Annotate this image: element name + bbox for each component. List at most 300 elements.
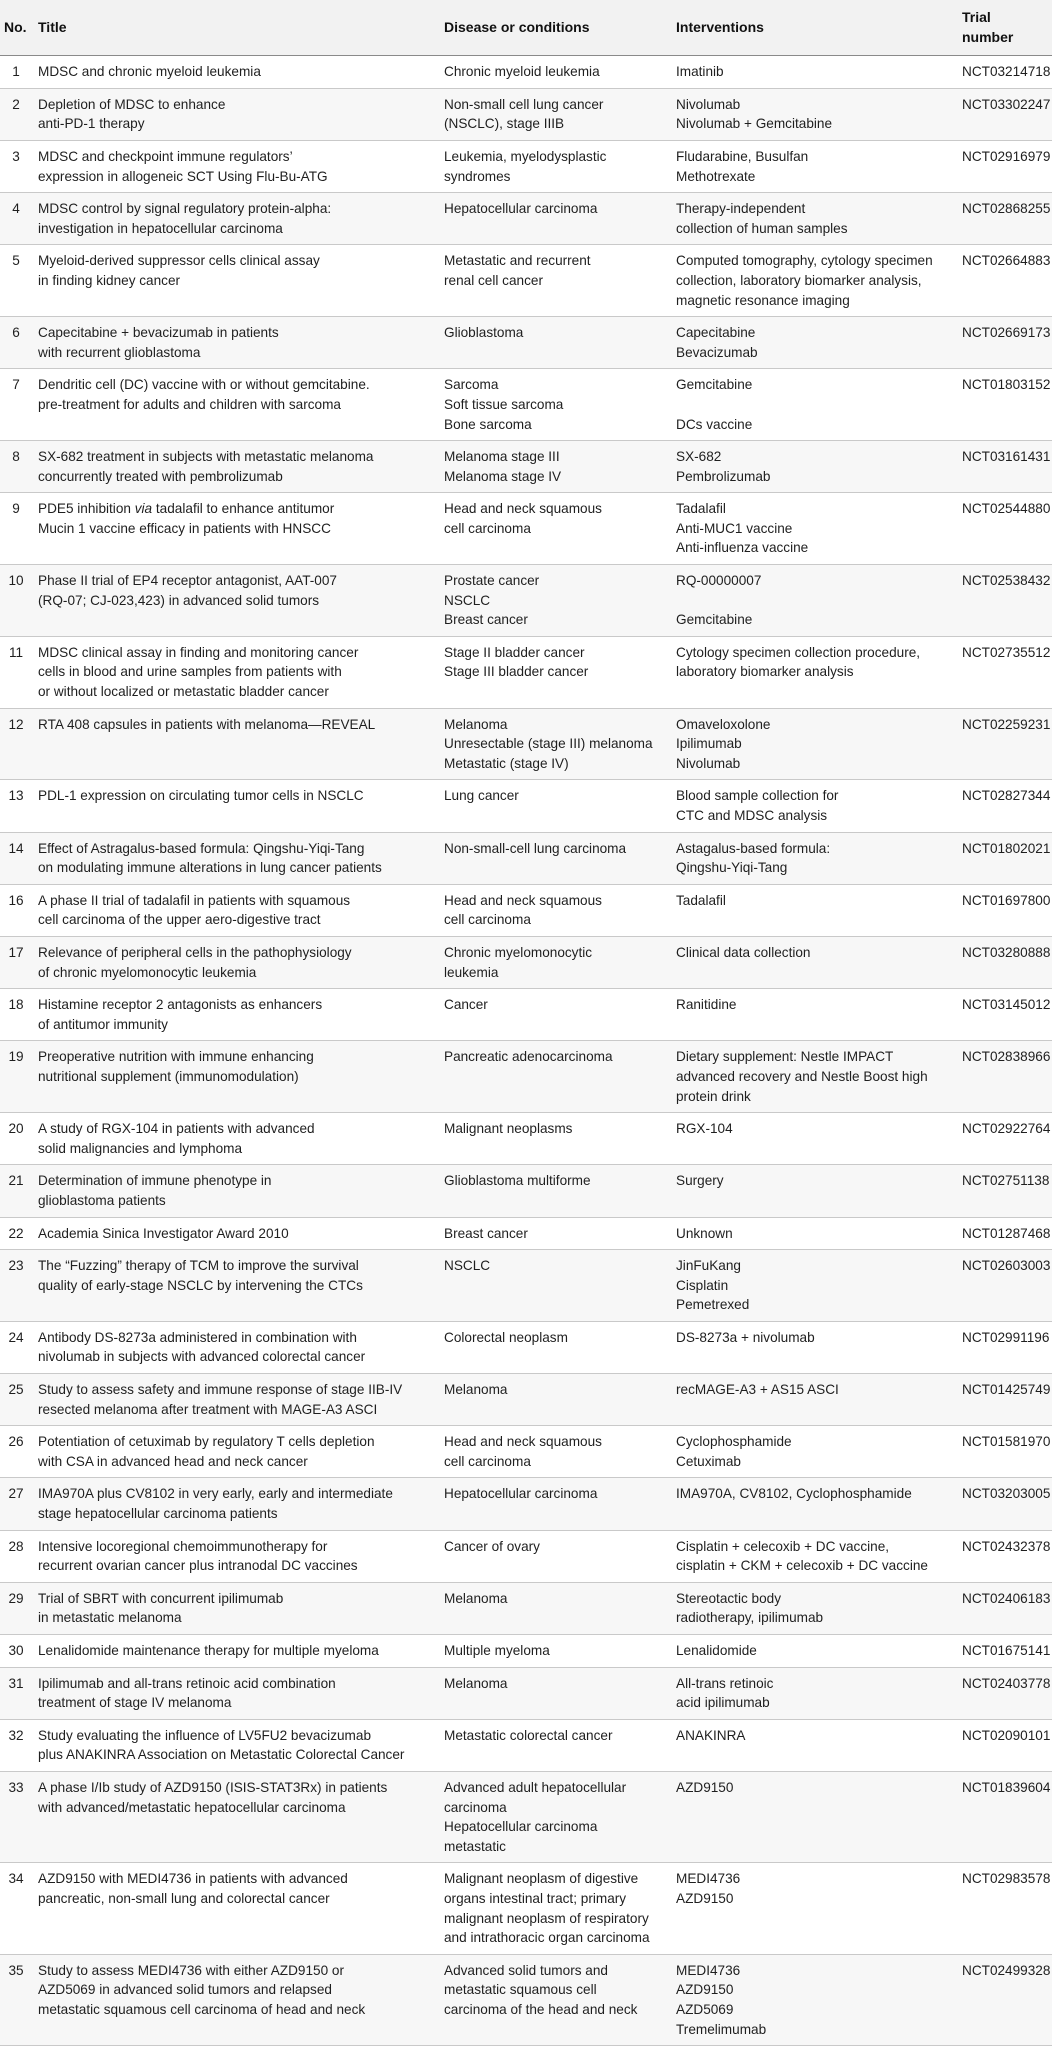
cell-trial-number: NCT01581970	[956, 1426, 1052, 1478]
cell-no: 18	[0, 989, 32, 1041]
disease-line: Melanoma	[444, 1382, 508, 1398]
cell-interventions	[670, 1582, 956, 1634]
cell-trial-number: NCT02735512	[956, 636, 1052, 708]
title-line: Relevance of peripheral cells in the pathophysiology	[38, 944, 352, 960]
cell-no: 2	[0, 88, 32, 140]
cell-disease	[438, 936, 670, 988]
cell-disease	[438, 1041, 670, 1113]
disease-line: Melanoma stage IV	[444, 468, 562, 484]
cell-no: 6	[0, 317, 32, 369]
cell-trial-number: NCT02499328	[956, 1954, 1052, 2045]
header-title: Title	[32, 0, 438, 56]
intervention-line: Qingshu-Yiqi-Tang	[676, 860, 788, 876]
intervention-line: collection, laboratory biomarker analysis,	[676, 272, 922, 288]
cell-no: 29	[0, 1582, 32, 1634]
intervention-line: Unknown	[676, 1225, 733, 1241]
intervention-line: ANAKINRA	[676, 1727, 746, 1743]
table-row	[0, 1374, 1052, 1426]
intervention-line: Methotrexate	[676, 168, 756, 184]
cell-disease	[438, 1582, 670, 1634]
disease-line: Colorectal neoplasm	[444, 1329, 568, 1345]
title-line: expression in allogeneic SCT Using Flu-Bu-ATG	[38, 168, 328, 184]
cell-no: 19	[0, 1041, 32, 1113]
cell-trial-number: NCT02827344	[956, 780, 1052, 832]
cell-disease	[438, 193, 670, 245]
intervention-line: collection of human samples	[676, 220, 848, 236]
title-line: A phase II trial of tadalafil in patients with squamous	[38, 892, 351, 908]
cell-trial-number: NCT03203005	[956, 1478, 1052, 1530]
title-line: Study evaluating the influence of LV5FU2 bevacizumab	[38, 1727, 371, 1743]
disease-line: Cancer of ovary	[444, 1538, 540, 1554]
intervention-line: Astagalus-based formula:	[676, 840, 831, 856]
disease-line: Malignant neoplasms	[444, 1121, 573, 1137]
cell-no: 28	[0, 1530, 32, 1582]
cell-disease	[438, 1217, 670, 1250]
cell-disease	[438, 1719, 670, 1771]
cell-trial-number: NCT01697800	[956, 884, 1052, 936]
title-line: PDL-1 expression on circulating tumor cells in NSCLC	[38, 788, 364, 804]
cell-title	[32, 708, 438, 780]
intervention-line: RQ-00000007	[676, 573, 762, 589]
title-line: Depletion of MDSC to enhance	[38, 96, 226, 112]
intervention-line: AZD9150	[676, 1982, 734, 1998]
intervention-line: Tremelimumab	[676, 2021, 767, 2037]
title-line: resected melanoma after treatment with MAGE-A3 ASCI	[38, 1401, 378, 1417]
cell-no: 32	[0, 1719, 32, 1771]
intervention-line: Cyclophosphamide	[676, 1434, 792, 1450]
cell-title	[32, 1771, 438, 1862]
cell-disease	[438, 441, 670, 493]
cell-no: 35	[0, 1954, 32, 2045]
intervention-line: All-trans retinoic	[676, 1675, 774, 1691]
intervention-line: Blood sample collection for	[676, 788, 839, 804]
cell-title	[32, 989, 438, 1041]
intervention-line: Capecitabine	[676, 325, 756, 341]
disease-line: and intrathoracic organ carcinoma	[444, 1930, 650, 1946]
cell-trial-number: NCT01802021	[956, 832, 1052, 884]
table-row	[0, 317, 1052, 369]
cell-interventions	[670, 1530, 956, 1582]
intervention-line: Clinical data collection	[676, 944, 811, 960]
intervention-line: Nivolumab + Gemcitabine	[676, 116, 833, 132]
disease-line: Pancreatic adenocarcinoma	[444, 1049, 613, 1065]
intervention-line: Fludarabine, Busulfan	[676, 148, 809, 164]
cell-interventions	[670, 1954, 956, 2045]
intervention-line: Ranitidine	[676, 997, 737, 1013]
disease-line: Chronic myeloid leukemia	[444, 64, 600, 80]
table-row	[0, 1719, 1052, 1771]
cell-interventions	[670, 1771, 956, 1862]
intervention-line: Nivolumab	[676, 755, 741, 771]
intervention-line: Pembrolizumab	[676, 468, 771, 484]
disease-line: Chronic myelomonocytic	[444, 944, 593, 960]
disease-line: Melanoma	[444, 716, 508, 732]
intervention-line: Tadalafil	[676, 501, 726, 517]
disease-line: NSCLC	[444, 1258, 491, 1274]
intervention-line: Therapy-independent	[676, 201, 806, 217]
disease-line: Advanced solid tumors and	[444, 1962, 608, 1978]
cell-trial-number: NCT03302247	[956, 88, 1052, 140]
cell-disease	[438, 780, 670, 832]
intervention-line: Surgery	[676, 1173, 724, 1189]
title-line: Trial of SBRT with concurrent ipilimumab	[38, 1590, 284, 1606]
cell-interventions	[670, 140, 956, 192]
cell-no: 33	[0, 1771, 32, 1862]
cell-title	[32, 140, 438, 192]
table-row	[0, 936, 1052, 988]
title-line: with advanced/metastatic hepatocellular carcinoma	[38, 1799, 346, 1815]
title-line: stage hepatocellular carcinoma patients	[38, 1506, 278, 1522]
disease-line: Soft tissue sarcoma	[444, 396, 564, 412]
cell-trial-number: NCT02432378	[956, 1530, 1052, 1582]
cell-title	[32, 780, 438, 832]
title-line: Academia Sinica Investigator Award 2010	[38, 1225, 289, 1241]
disease-line: Glioblastoma	[444, 325, 524, 341]
table-row	[0, 708, 1052, 780]
table-row	[0, 636, 1052, 708]
table-row	[0, 1165, 1052, 1217]
cell-interventions	[670, 1041, 956, 1113]
cell-title	[32, 245, 438, 317]
cell-title	[32, 1250, 438, 1322]
header-disease: Disease or conditions	[438, 0, 670, 56]
cell-title	[32, 936, 438, 988]
cell-interventions	[670, 1478, 956, 1530]
intervention-line: Computed tomography, cytology specimen	[676, 253, 933, 269]
title-line: with CSA in advanced head and neck cancer	[38, 1453, 308, 1469]
title-line: cell carcinoma of the upper aero-digestive tract	[38, 912, 321, 928]
intervention-line: Stereotactic body	[676, 1590, 782, 1606]
title-line: AZD9150 with MEDI4736 in patients with advanced	[38, 1871, 348, 1887]
cell-disease	[438, 1954, 670, 2045]
cell-disease	[438, 317, 670, 369]
intervention-line: Anti-influenza vaccine	[676, 540, 809, 556]
title-line: concurrently treated with pembrolizumab	[38, 468, 283, 484]
cell-disease	[438, 88, 670, 140]
title-line: PDE5 inhibition via tadalafil to enhance antitumor	[38, 501, 335, 517]
disease-line: Non-small cell lung cancer	[444, 96, 604, 112]
cell-disease	[438, 1250, 670, 1322]
cell-interventions	[670, 989, 956, 1041]
cell-trial-number: NCT01425749	[956, 1374, 1052, 1426]
table-row	[0, 884, 1052, 936]
cell-interventions	[670, 780, 956, 832]
cell-trial-number: NCT02916979	[956, 140, 1052, 192]
intervention-line: advanced recovery and Nestle Boost high	[676, 1068, 928, 1084]
disease-line: cell carcinoma	[444, 520, 531, 536]
cell-title	[32, 1478, 438, 1530]
disease-line: cell carcinoma	[444, 912, 531, 928]
disease-line: Breast cancer	[444, 1225, 528, 1241]
cell-title	[32, 1954, 438, 2045]
cell-title	[32, 1530, 438, 1582]
cell-trial-number: NCT02259231	[956, 708, 1052, 780]
intervention-line: Imatinib	[676, 64, 724, 80]
table-row	[0, 1250, 1052, 1322]
cell-no: 30	[0, 1635, 32, 1668]
cell-no: 1	[0, 56, 32, 89]
table-row	[0, 1863, 1052, 1954]
title-line: of chronic myelomonocytic leukemia	[38, 964, 257, 980]
title-line: in finding kidney cancer	[38, 272, 181, 288]
cell-interventions	[670, 193, 956, 245]
intervention-line: Dietary supplement: Nestle IMPACT	[676, 1049, 894, 1065]
disease-line: malignant neoplasm of respiratory	[444, 1910, 649, 1926]
cell-disease	[438, 989, 670, 1041]
cell-disease	[438, 1478, 670, 1530]
cell-trial-number: NCT02603003	[956, 1250, 1052, 1322]
table-row	[0, 140, 1052, 192]
cell-title	[32, 1374, 438, 1426]
intervention-line: SX-682	[676, 449, 722, 465]
table-row	[0, 369, 1052, 441]
title-line: pre-treatment for adults and children with sarcoma	[38, 396, 341, 412]
cell-trial-number: NCT01803152	[956, 369, 1052, 441]
table-row	[0, 441, 1052, 493]
intervention-line: Ipilimumab	[676, 736, 742, 752]
cell-interventions	[670, 493, 956, 565]
disease-line: carcinoma	[444, 1799, 507, 1815]
table-row	[0, 1041, 1052, 1113]
table-row	[0, 1530, 1052, 1582]
title-line: RTA 408 capsules in patients with melanoma—REVEAL	[38, 716, 376, 732]
cell-trial-number: NCT02922764	[956, 1113, 1052, 1165]
cell-no: 24	[0, 1321, 32, 1373]
cell-no: 9	[0, 493, 32, 565]
cell-title	[32, 1217, 438, 1250]
disease-line: Advanced adult hepatocellular	[444, 1779, 627, 1795]
cell-trial-number: NCT02406183	[956, 1582, 1052, 1634]
title-line: quality of early-stage NSCLC by intervening the CTCs	[38, 1277, 363, 1293]
cell-no: 12	[0, 708, 32, 780]
disease-line: Lung cancer	[444, 788, 519, 804]
intervention-line: Pemetrexed	[676, 1297, 750, 1313]
cell-no: 3	[0, 140, 32, 192]
cell-disease	[438, 369, 670, 441]
cell-trial-number: NCT02544880	[956, 493, 1052, 565]
cell-title	[32, 884, 438, 936]
cell-title	[32, 636, 438, 708]
cell-interventions	[670, 441, 956, 493]
cell-disease	[438, 493, 670, 565]
disease-line: Sarcoma	[444, 377, 499, 393]
intervention-line: Cytology specimen collection procedure,	[676, 644, 921, 660]
cell-interventions	[670, 884, 956, 936]
table-row	[0, 989, 1052, 1041]
title-line: IMA970A plus CV8102 in very early, early and intermediate	[38, 1486, 393, 1502]
intervention-line: AZD5069	[676, 2001, 734, 2017]
cell-trial-number: NCT01675141	[956, 1635, 1052, 1668]
title-line: Intensive locoregional chemoimmunotherapy for	[38, 1538, 328, 1554]
disease-line: cell carcinoma	[444, 1453, 531, 1469]
spacer-line	[676, 591, 950, 611]
cell-title	[32, 1041, 438, 1113]
intervention-line: acid ipilimumab	[676, 1695, 770, 1711]
title-line: Dendritic cell (DC) vaccine with or without gemcitabine.	[38, 377, 370, 393]
disease-line: carcinoma of the head and neck	[444, 2001, 638, 2017]
title-line: nutritional supplement (immunomodulation)	[38, 1068, 299, 1084]
cell-disease	[438, 565, 670, 637]
disease-line: Prostate cancer	[444, 573, 540, 589]
cell-disease	[438, 1863, 670, 1954]
title-line: of antitumor immunity	[38, 1016, 168, 1032]
title-line: Potentiation of cetuximab by regulatory T cells depletion	[38, 1434, 375, 1450]
title-line: plus ANAKINRA Association on Metastatic Colorectal Cancer	[38, 1747, 405, 1763]
cell-trial-number: NCT02403778	[956, 1667, 1052, 1719]
disease-line: Head and neck squamous	[444, 892, 602, 908]
title-line: MDSC and checkpoint immune regulators’	[38, 148, 293, 164]
cell-interventions	[670, 936, 956, 988]
disease-line: Non-small-cell lung carcinoma	[444, 840, 627, 856]
cell-trial-number: NCT02751138	[956, 1165, 1052, 1217]
intervention-line: cisplatin + CKM + celecoxib + DC vaccine	[676, 1558, 928, 1574]
disease-line: Cancer	[444, 997, 488, 1013]
disease-line: renal cell cancer	[444, 272, 543, 288]
table-row	[0, 1771, 1052, 1862]
cell-disease	[438, 1321, 670, 1373]
intervention-line: MEDI4736	[676, 1962, 741, 1978]
title-line: Study to assess MEDI4736 with either AZD9150 or	[38, 1962, 345, 1978]
title-line: MDSC clinical assay in finding and monitoring cancer	[38, 644, 359, 660]
table-row	[0, 88, 1052, 140]
cell-title	[32, 317, 438, 369]
cell-trial-number: NCT01287468	[956, 1217, 1052, 1250]
cell-no: 8	[0, 441, 32, 493]
title-line: nivolumab in subjects with advanced colorectal cancer	[38, 1349, 366, 1365]
cell-interventions	[670, 317, 956, 369]
cell-trial-number: NCT02669173	[956, 317, 1052, 369]
cell-no: 14	[0, 832, 32, 884]
table-row	[0, 780, 1052, 832]
title-line: A phase I/Ib study of AZD9150 (ISIS-STAT3Rx) in patients	[38, 1779, 388, 1795]
cell-no: 20	[0, 1113, 32, 1165]
title-line: (RQ-07; CJ-023,423) in advanced solid tumors	[38, 592, 320, 608]
intervention-line: Omaveloxolone	[676, 716, 771, 732]
title-line: anti-PD-1 therapy	[38, 116, 145, 132]
cell-no: 5	[0, 245, 32, 317]
cell-no: 17	[0, 936, 32, 988]
cell-title	[32, 88, 438, 140]
disease-line: Melanoma	[444, 1675, 508, 1691]
disease-line: Malignant neoplasm of digestive	[444, 1871, 639, 1887]
disease-line: Hepatocellular carcinoma	[444, 1486, 598, 1502]
intervention-line: magnetic resonance imaging	[676, 292, 850, 308]
title-line: A study of RGX-104 in patients with advanced	[38, 1121, 315, 1137]
cell-trial-number: NCT02090101	[956, 1719, 1052, 1771]
cell-disease	[438, 1165, 670, 1217]
disease-line: Head and neck squamous	[444, 501, 602, 517]
intervention-line: Anti-MUC1 vaccine	[676, 520, 793, 536]
intervention-line: MEDI4736	[676, 1871, 741, 1887]
cell-title	[32, 193, 438, 245]
intervention-line: Cetuximab	[676, 1453, 741, 1469]
cell-disease	[438, 1530, 670, 1582]
disease-line: Metastatic and recurrent	[444, 253, 591, 269]
cell-interventions	[670, 1113, 956, 1165]
title-line: Study to assess safety and immune response of stage IIB-IV	[38, 1382, 403, 1398]
intervention-line: Cisplatin	[676, 1277, 729, 1293]
cell-interventions	[670, 1635, 956, 1668]
table-body	[0, 56, 1052, 2046]
cell-no: 10	[0, 565, 32, 637]
cell-trial-number: NCT02991196	[956, 1321, 1052, 1373]
cell-trial-number: NCT02983578	[956, 1863, 1052, 1954]
intervention-line: Gemcitabine	[676, 377, 753, 393]
disease-line: Hepatocellular carcinoma	[444, 1819, 598, 1835]
cell-disease	[438, 884, 670, 936]
cell-disease	[438, 1667, 670, 1719]
table-row	[0, 832, 1052, 884]
disease-line: Leukemia, myelodysplastic	[444, 148, 607, 164]
table-row	[0, 1426, 1052, 1478]
cell-title	[32, 493, 438, 565]
cell-no: 11	[0, 636, 32, 708]
cell-no: 7	[0, 369, 32, 441]
cell-trial-number: NCT02538432	[956, 565, 1052, 637]
disease-line: syndromes	[444, 168, 511, 184]
title-line: recurrent ovarian cancer plus intranodal DC vaccines	[38, 1558, 358, 1574]
intervention-line: JinFuKang	[676, 1258, 741, 1274]
title-line: treatment of stage IV melanoma	[38, 1695, 232, 1711]
cell-trial-number: NCT03161431	[956, 441, 1052, 493]
intervention-line: Gemcitabine	[676, 612, 753, 628]
intervention-line: recMAGE-A3 + AS15 ASCI	[676, 1382, 839, 1398]
cell-interventions	[670, 1217, 956, 1250]
title-line: on modulating immune alterations in lung cancer patients	[38, 860, 382, 876]
table-row	[0, 193, 1052, 245]
cell-disease	[438, 1771, 670, 1862]
title-line: SX-682 treatment in subjects with metastatic melanoma	[38, 449, 374, 465]
disease-line: organs intestinal tract; primary	[444, 1890, 627, 1906]
cell-no: 31	[0, 1667, 32, 1719]
spacer-line	[676, 395, 950, 415]
cell-interventions	[670, 1250, 956, 1322]
cell-disease	[438, 1635, 670, 1668]
cell-disease	[438, 1426, 670, 1478]
cell-title	[32, 832, 438, 884]
header-interventions: Interventions	[670, 0, 956, 56]
intervention-line: radiotherapy, ipilimumab	[676, 1610, 824, 1626]
table-row	[0, 1635, 1052, 1668]
disease-line: Melanoma stage III	[444, 449, 560, 465]
disease-line: NSCLC	[444, 592, 491, 608]
cell-no: 13	[0, 780, 32, 832]
title-line: solid malignancies and lymphoma	[38, 1140, 243, 1156]
cell-disease	[438, 1374, 670, 1426]
cell-trial-number: NCT02838966	[956, 1041, 1052, 1113]
title-line: Determination of immune phenotype in	[38, 1173, 272, 1189]
cell-interventions	[670, 1667, 956, 1719]
table-row	[0, 493, 1052, 565]
disease-line: leukemia	[444, 964, 499, 980]
cell-no: 21	[0, 1165, 32, 1217]
header-row	[0, 0, 1052, 56]
intervention-line: Nivolumab	[676, 96, 741, 112]
cell-interventions	[670, 1165, 956, 1217]
cell-interventions	[670, 1374, 956, 1426]
cell-interventions	[670, 708, 956, 780]
table-row	[0, 1954, 1052, 2045]
disease-line: Metastatic (stage IV)	[444, 755, 569, 771]
cell-disease	[438, 1113, 670, 1165]
cell-title	[32, 1426, 438, 1478]
cell-interventions	[670, 832, 956, 884]
cell-interventions	[670, 245, 956, 317]
cell-interventions	[670, 1426, 956, 1478]
table-row	[0, 1478, 1052, 1530]
cell-no: 25	[0, 1374, 32, 1426]
cell-disease	[438, 832, 670, 884]
